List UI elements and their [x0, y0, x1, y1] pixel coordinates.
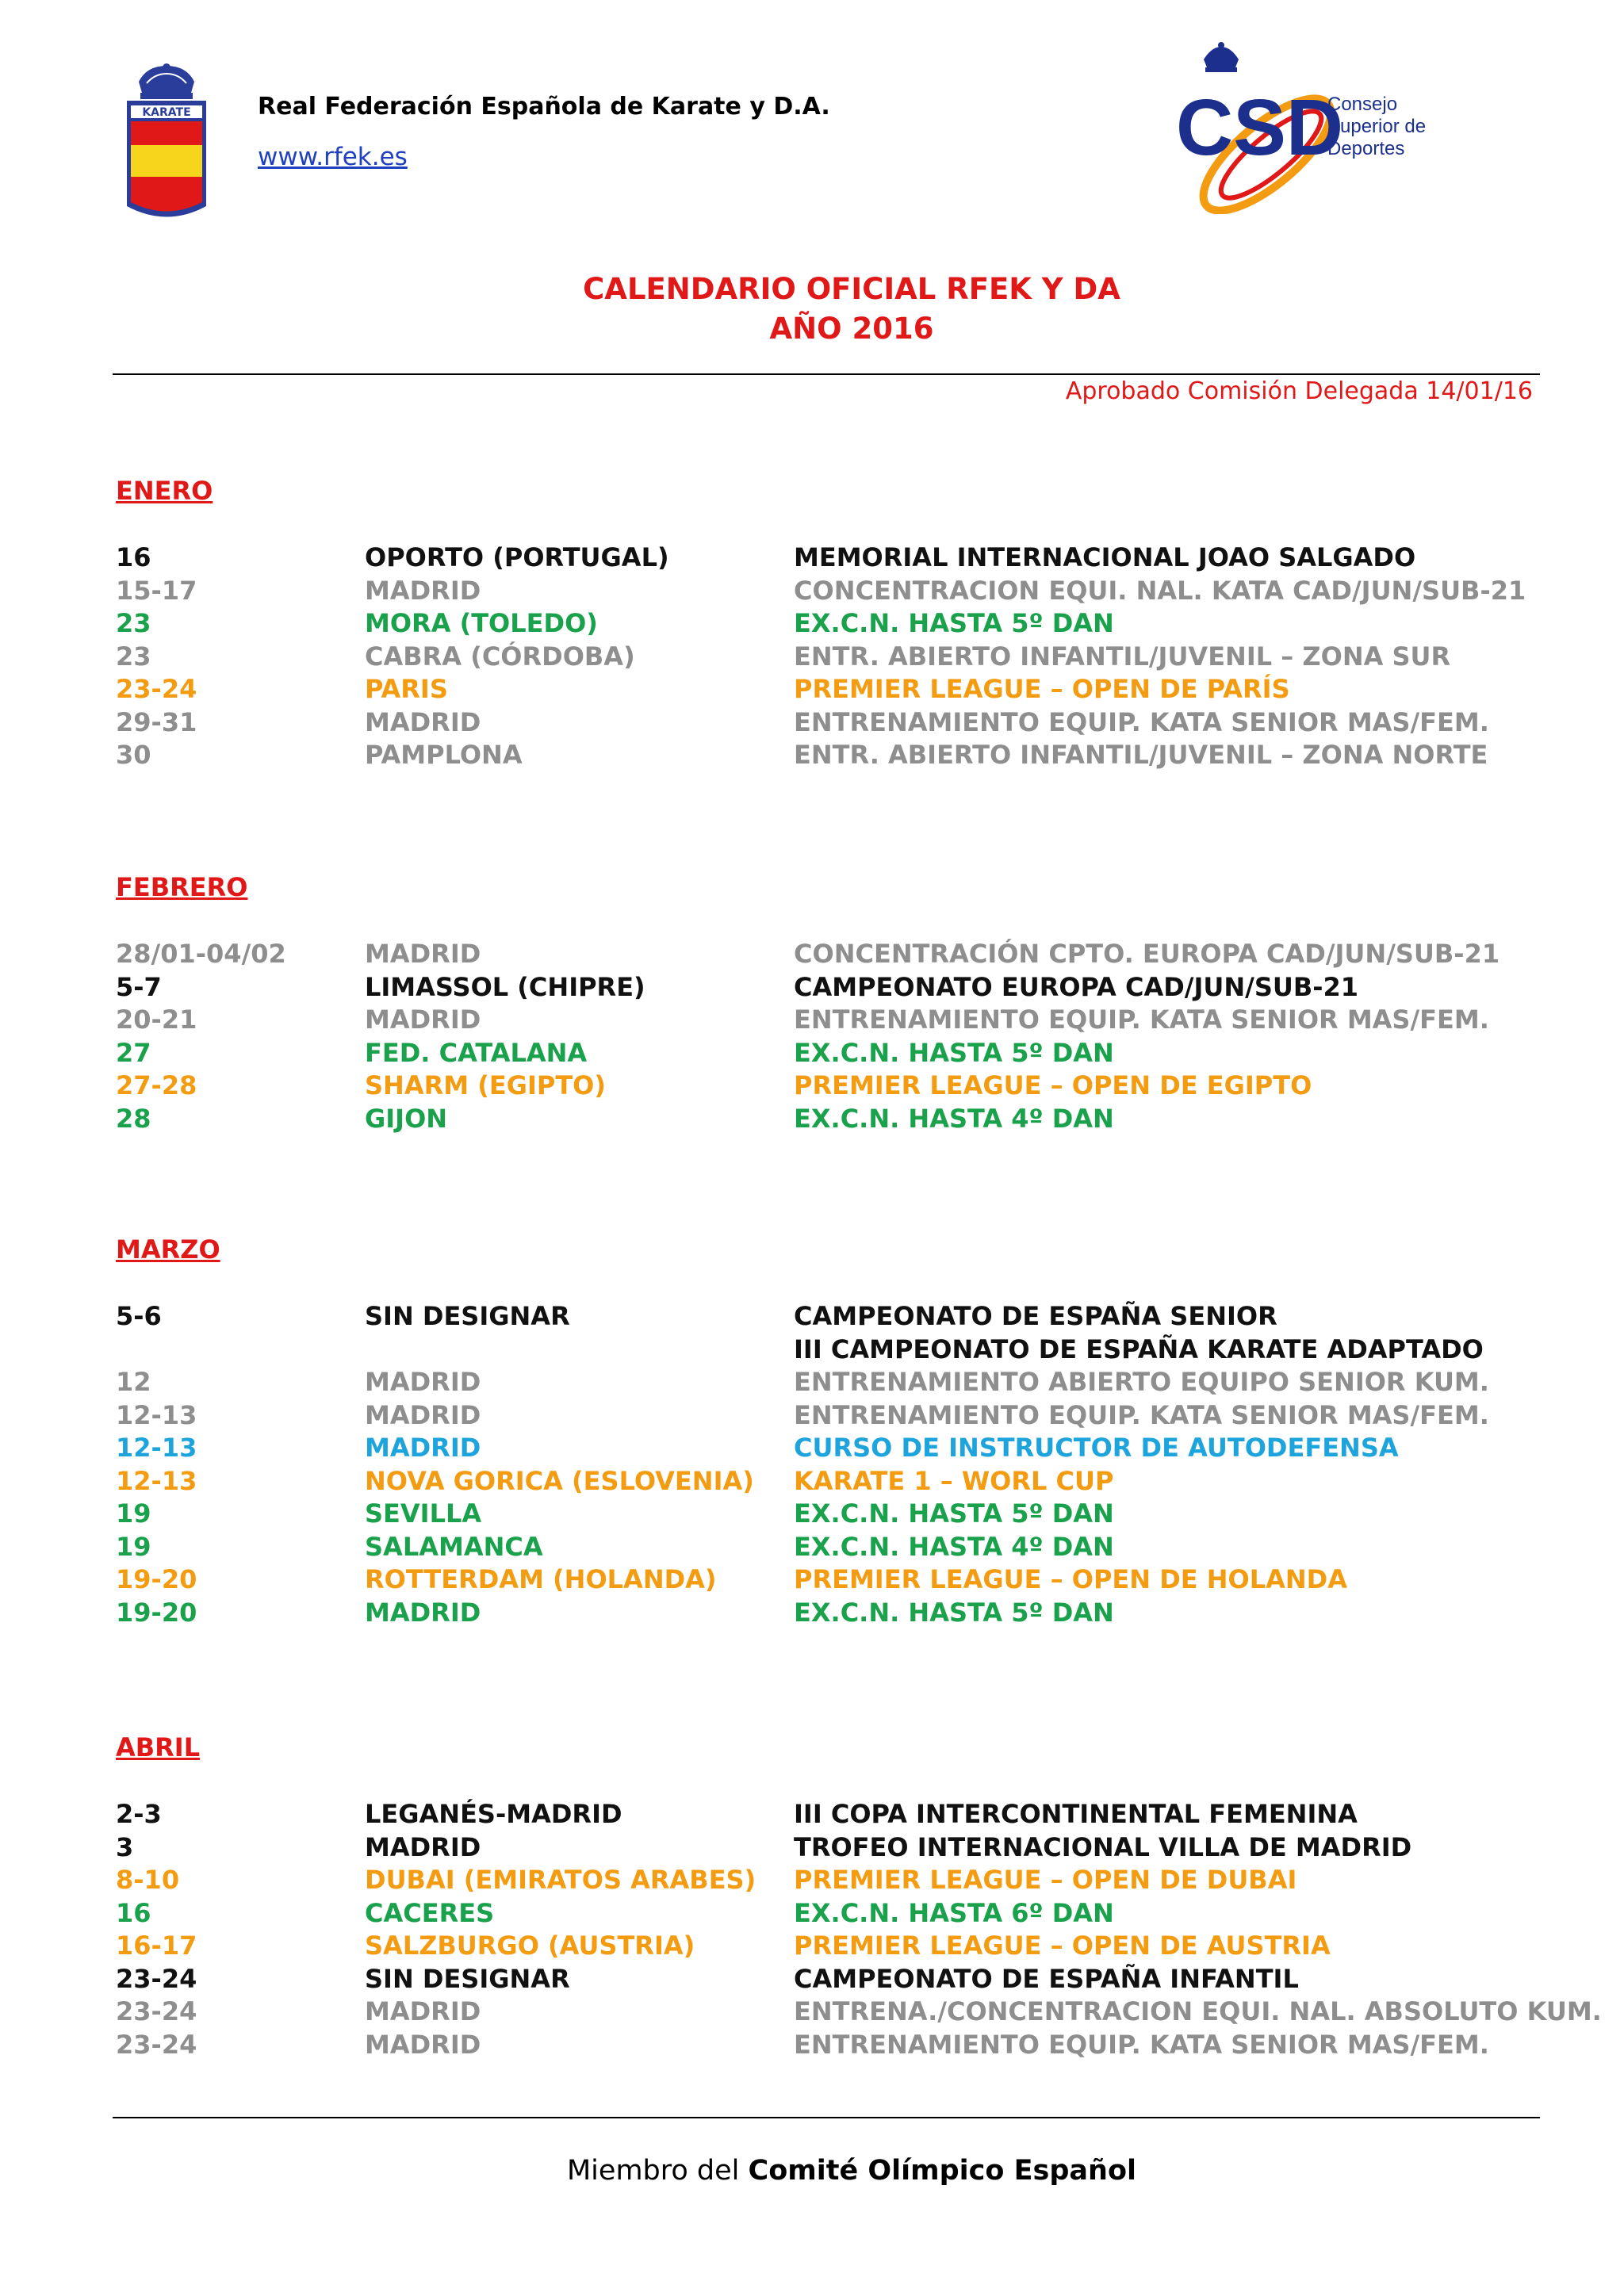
event-event: ENTRENAMIENTO EQUIP. KATA SENIOR MAS/FEM.: [794, 1004, 1489, 1035]
event-place: MADRID: [365, 1433, 481, 1463]
website-link[interactable]: www.rfek.es: [258, 143, 408, 171]
event-place: MADRID: [365, 1597, 481, 1628]
event-row: [116, 1995, 1607, 2028]
event-place: MORA (TOLEDO): [365, 608, 598, 638]
event-date: 12: [116, 1367, 151, 1397]
event-event: CONCENTRACIÓN CPTO. EUROPA CAD/JUN/SUB-21: [794, 939, 1500, 969]
bottom-divider: [113, 2117, 1540, 2118]
event-date: 3: [116, 1831, 134, 1862]
event-place: ROTTERDAM (HOLANDA): [365, 1564, 717, 1594]
event-place: SALAMANCA: [365, 1531, 543, 1562]
event-place: MADRID: [365, 1004, 481, 1035]
event-row: [116, 1069, 1607, 1102]
event-date: 30: [116, 740, 151, 770]
event-place: SIN DESIGNAR: [365, 1301, 570, 1331]
event-row: [116, 1003, 1607, 1036]
event-row: [116, 1431, 1607, 1464]
event-date: 12-13: [116, 1465, 197, 1496]
event-row: [116, 706, 1607, 739]
event-event: PREMIER LEAGUE – OPEN DE HOLANDA: [794, 1564, 1347, 1594]
event-place: SHARM (EGIPTO): [365, 1070, 606, 1100]
event-row: [116, 541, 1607, 574]
event-row: [116, 1102, 1607, 1135]
event-row: [116, 1896, 1607, 1930]
event-event: CURSO DE INSTRUCTOR DE AUTODEFENSA: [794, 1433, 1399, 1463]
event-place: MADRID: [365, 1367, 481, 1397]
event-date: 19: [116, 1531, 151, 1562]
event-date: 20-21: [116, 1004, 197, 1035]
event-row: [116, 1464, 1607, 1498]
event-date: 28/01-04/02: [116, 939, 286, 969]
event-place: PARIS: [365, 674, 448, 704]
event-event: TROFEO INTERNACIONAL VILLA DE MADRID: [794, 1831, 1412, 1862]
event-place: CABRA (CÓRDOBA): [365, 641, 635, 672]
document-subtitle: AÑO 2016: [769, 312, 934, 346]
event-date: 2-3: [116, 1799, 162, 1829]
event-row: [116, 574, 1607, 607]
event-date: 23-24: [116, 1963, 197, 1994]
event-row: [116, 1797, 1607, 1831]
event-place: GIJON: [365, 1103, 448, 1134]
event-date: 27: [116, 1037, 151, 1068]
event-place: OPORTO (PORTUGAL): [365, 542, 669, 572]
event-date: 28: [116, 1103, 151, 1134]
event-event: CAMPEONATO EUROPA CAD/JUN/SUB-21: [794, 971, 1359, 1002]
event-event: PREMIER LEAGUE – OPEN DE PARÍS: [794, 674, 1290, 704]
event-event: ENTRENAMIENTO EQUIP. KATA SENIOR MAS/FEM.: [794, 1399, 1489, 1430]
event-place: MADRID: [365, 575, 481, 606]
event-event: EX.C.N. HASTA 5º DAN: [794, 1498, 1114, 1529]
event-date: 27-28: [116, 1070, 197, 1100]
footer-text: Miembro del Comité Olímpico Español: [566, 2155, 1137, 2187]
top-divider: [113, 373, 1540, 375]
event-date: 15-17: [116, 575, 197, 606]
event-place: MADRID: [365, 1399, 481, 1430]
event-event: PREMIER LEAGUE – OPEN DE EGIPTO: [794, 1070, 1312, 1100]
event-row: [116, 1299, 1607, 1333]
event-place: SALZBURGO (AUSTRIA): [365, 1931, 695, 1961]
document-title: CALENDARIO OFICIAL RFEK Y DA: [583, 272, 1120, 306]
event-row: [116, 738, 1607, 771]
event-row: [116, 937, 1607, 970]
event-date: 19: [116, 1498, 151, 1529]
event-place: MADRID: [365, 939, 481, 969]
event-place: MADRID: [365, 2029, 481, 2060]
event-place: LEGANÉS-MADRID: [365, 1799, 622, 1829]
event-date: 12-13: [116, 1399, 197, 1430]
svg-text:CSD: CSD: [1176, 83, 1344, 172]
event-event: EX.C.N. HASTA 5º DAN: [794, 608, 1114, 638]
event-place: MADRID: [365, 706, 481, 737]
organization-name: Real Federación Española de Karate y D.A.: [258, 93, 830, 121]
event-date: 23: [116, 608, 151, 638]
event-place: LIMASSOL (CHIPRE): [365, 971, 645, 1002]
month-heading-febrero: FEBRERO: [116, 872, 248, 902]
event-event: PREMIER LEAGUE – OPEN DE AUSTRIA: [794, 1931, 1331, 1961]
event-place: MADRID: [365, 1831, 481, 1862]
event-date: 16: [116, 1897, 151, 1928]
event-date: 16: [116, 542, 151, 572]
event-date: 19-20: [116, 1564, 197, 1594]
event-row: [116, 970, 1607, 1004]
event-date: 16-17: [116, 1931, 197, 1961]
event-row: [116, 1831, 1607, 1864]
event-date: 23-24: [116, 1996, 197, 2026]
month-heading-marzo: MARZO: [116, 1234, 220, 1265]
event-row: [116, 1530, 1607, 1563]
event-date: 5-6: [116, 1301, 162, 1331]
event-event: EX.C.N. HASTA 5º DAN: [794, 1597, 1114, 1628]
event-event: ENTRENA./CONCENTRACION EQUI. NAL. ABSOLUTO KUM.: [794, 1996, 1602, 2026]
event-date: 23-24: [116, 674, 197, 704]
event-place: CACERES: [365, 1897, 495, 1928]
event-place: FED. CATALANA: [365, 1037, 588, 1068]
svg-text:KARATE: KARATE: [142, 106, 191, 119]
event-event: PREMIER LEAGUE – OPEN DE DUBAI: [794, 1865, 1297, 1895]
event-place: MADRID: [365, 1996, 481, 2026]
event-event: EX.C.N. HASTA 4º DAN: [794, 1531, 1114, 1562]
event-event: ENTRENAMIENTO EQUIP. KATA SENIOR MAS/FEM.: [794, 706, 1489, 737]
event-row: [116, 672, 1607, 706]
event-place: DUBAI (EMIRATOS ARABES): [365, 1865, 756, 1895]
event-row: [116, 1863, 1607, 1896]
event-place: SEVILLA: [365, 1498, 482, 1529]
csd-name: Consejo Superior de Deportes: [1327, 94, 1427, 159]
event-event: CAMPEONATO DE ESPAÑA SENIOR: [794, 1301, 1277, 1331]
rfek-logo: [123, 59, 210, 230]
event-event: EX.C.N. HASTA 4º DAN: [794, 1103, 1114, 1134]
event-date: 19-20: [116, 1597, 197, 1628]
event-row: [116, 1036, 1607, 1070]
event-row: [116, 607, 1607, 640]
event-date: 23-24: [116, 2029, 197, 2060]
event-event: ENTR. ABIERTO INFANTIL/JUVENIL – ZONA NORTE: [794, 740, 1488, 770]
event-event: CONCENTRACION EQUI. NAL. KATA CAD/JUN/SUB-21: [794, 575, 1526, 606]
event-event: III CAMPEONATO DE ESPAÑA KARATE ADAPTADO: [794, 1334, 1484, 1364]
event-date: 23: [116, 641, 151, 672]
event-event: ENTRENAMIENTO ABIERTO EQUIPO SENIOR KUM.: [794, 1367, 1489, 1397]
month-heading-abril: ABRIL: [116, 1732, 201, 1762]
event-row: [116, 2028, 1607, 2061]
event-place: NOVA GORICA (ESLOVENIA): [365, 1465, 754, 1496]
approval-note: Aprobado Comisión Delegada 14/01/16: [1065, 377, 1533, 405]
event-date: 12-13: [116, 1433, 197, 1463]
event-row: [116, 1929, 1607, 1962]
event-row: [116, 1596, 1607, 1629]
event-event: III COPA INTERCONTINENTAL FEMENINA: [794, 1799, 1358, 1829]
event-date: 5-7: [116, 971, 162, 1002]
event-event: CAMPEONATO DE ESPAÑA INFANTIL: [794, 1963, 1299, 1994]
crown-icon: [139, 63, 194, 99]
event-row: [116, 640, 1607, 673]
event-event: EX.C.N. HASTA 6º DAN: [794, 1897, 1114, 1928]
event-date: 29-31: [116, 706, 197, 737]
event-place: SIN DESIGNAR: [365, 1963, 570, 1994]
event-row: [116, 1563, 1607, 1596]
event-event: ENTRENAMIENTO EQUIP. KATA SENIOR MAS/FEM.: [794, 2029, 1489, 2060]
event-event: KARATE 1 – WORL CUP: [794, 1465, 1114, 1496]
event-row: [116, 1365, 1607, 1399]
event-event: ENTR. ABIERTO INFANTIL/JUVENIL – ZONA SUR: [794, 641, 1451, 672]
event-row: [116, 1333, 1607, 1366]
event-row: [116, 1399, 1607, 1432]
event-row: [116, 1962, 1607, 1996]
event-row: [116, 1497, 1607, 1530]
event-date: 8-10: [116, 1865, 180, 1895]
crown-icon: [1204, 42, 1239, 72]
month-heading-enero: ENERO: [116, 476, 213, 506]
event-event: EX.C.N. HASTA 5º DAN: [794, 1037, 1114, 1068]
event-event: MEMORIAL INTERNACIONAL JOAO SALGADO: [794, 542, 1416, 572]
event-place: PAMPLONA: [365, 740, 523, 770]
